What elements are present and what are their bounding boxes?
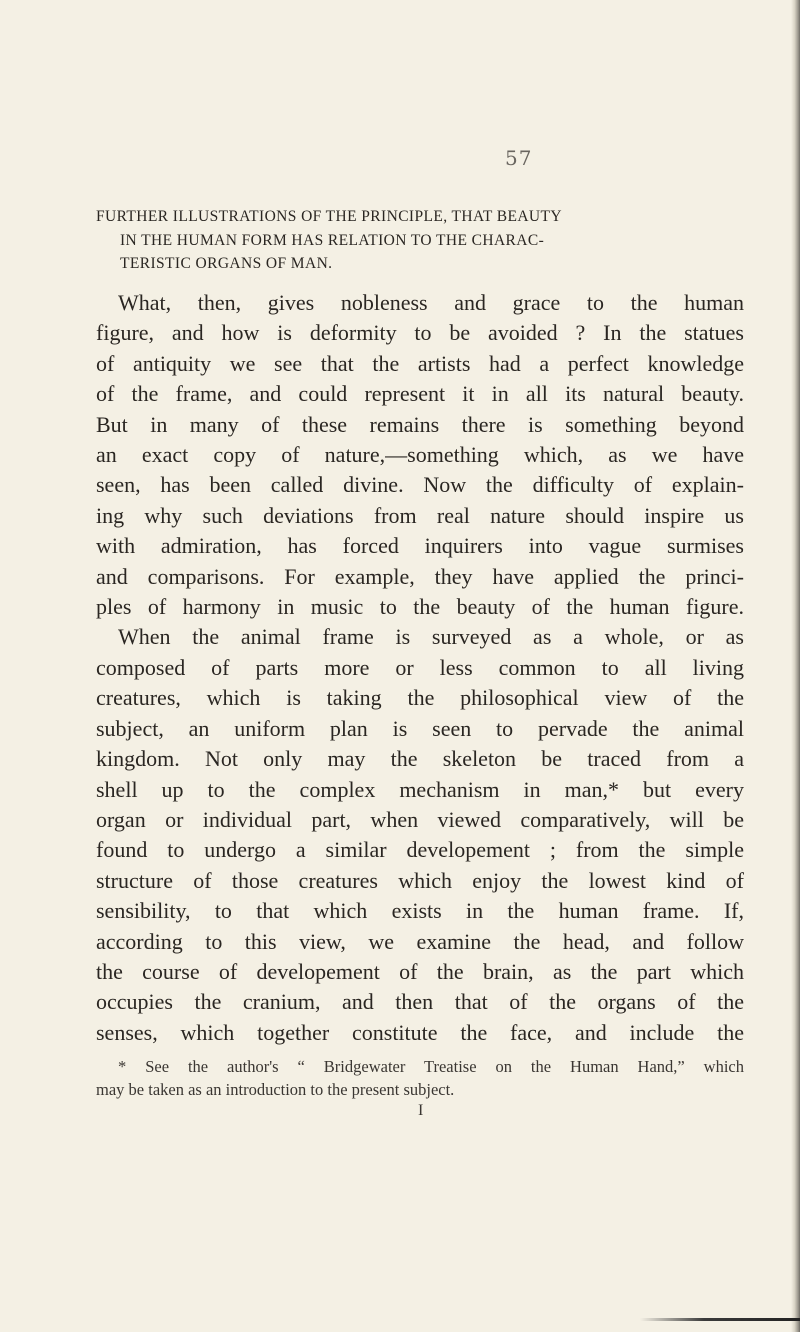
body-line: occupies the cranium, and then that of the organs of the	[96, 989, 744, 1015]
body-line: When the animal frame is surveyed as a whole, or as	[118, 624, 744, 650]
body-line: senses, which together constitute the face, and include the	[96, 1019, 744, 1045]
signature-mark: I	[418, 1102, 424, 1119]
body-line: structure of those creatures which enjoy the lowest kind of	[96, 867, 744, 893]
body-line: and comparisons. For example, they have applied the princi-	[96, 563, 744, 589]
body-line: shell up to the complex mechanism in man,* but every	[96, 776, 744, 802]
body-line: sensibility, to that which exists in the human frame. If,	[96, 898, 744, 924]
body-line: according to this view, we examine the head, and follow	[96, 928, 744, 954]
body-line: seen, has been called divine. Now the difficulty of explain-	[96, 472, 744, 498]
body-line: composed of parts more or less common to all living	[96, 654, 744, 680]
body-line: the course of developement of the brain, as the part which	[96, 958, 744, 984]
body-line: subject, an uniform plan is seen to pervade the animal	[96, 715, 744, 741]
body-line: But in many of these remains there is something beyond	[96, 411, 744, 437]
body-line: ing why such deviations from real nature should inspire us	[96, 502, 744, 528]
heading-line: FURTHER ILLUSTRATIONS OF THE PRINCIPLE, THAT BEAUTY	[96, 208, 562, 225]
body-line: figure, and how is deformity to be avoided ? In the statues	[96, 320, 744, 346]
body-line: with admiration, has forced inquirers into vague surmises	[96, 533, 744, 559]
chapter-heading	[96, 205, 756, 276]
body-line: ples of harmony in music to the beauty of the human figure.	[96, 594, 744, 620]
bottom-edge-rule	[640, 1318, 800, 1321]
body-line: found to undergo a similar developement ; from the simple	[96, 837, 744, 863]
page-edge-shadow	[791, 0, 800, 1332]
body-line: an exact copy of nature,—something which, as we have	[96, 442, 744, 468]
footnote-line: * See the author's “ Bridgewater Treatise on the Human Hand,” which	[118, 1057, 744, 1076]
body-line: of antiquity we see that the artists had a perfect knowledge	[96, 350, 744, 376]
page-number: 57	[505, 146, 533, 170]
body-line: creatures, which is taking the philosophical view of the	[96, 685, 744, 711]
heading-line: TERISTIC ORGANS OF MAN.	[120, 255, 333, 272]
footnote	[96, 1055, 744, 1101]
footnote-line: may be taken as an introduction to the present subject.	[96, 1080, 455, 1099]
body-line: organ or individual part, when viewed comparatively, will be	[96, 806, 744, 832]
body-line: What, then, gives nobleness and grace to the human	[118, 290, 744, 315]
heading-line: IN THE HUMAN FORM HAS RELATION TO THE CHARAC-	[120, 231, 545, 249]
body-line: of the frame, and could represent it in all its natural beauty.	[96, 381, 744, 407]
body-line: kingdom. Not only may the skeleton be traced from a	[96, 746, 744, 772]
body-paragraph	[96, 288, 744, 1048]
